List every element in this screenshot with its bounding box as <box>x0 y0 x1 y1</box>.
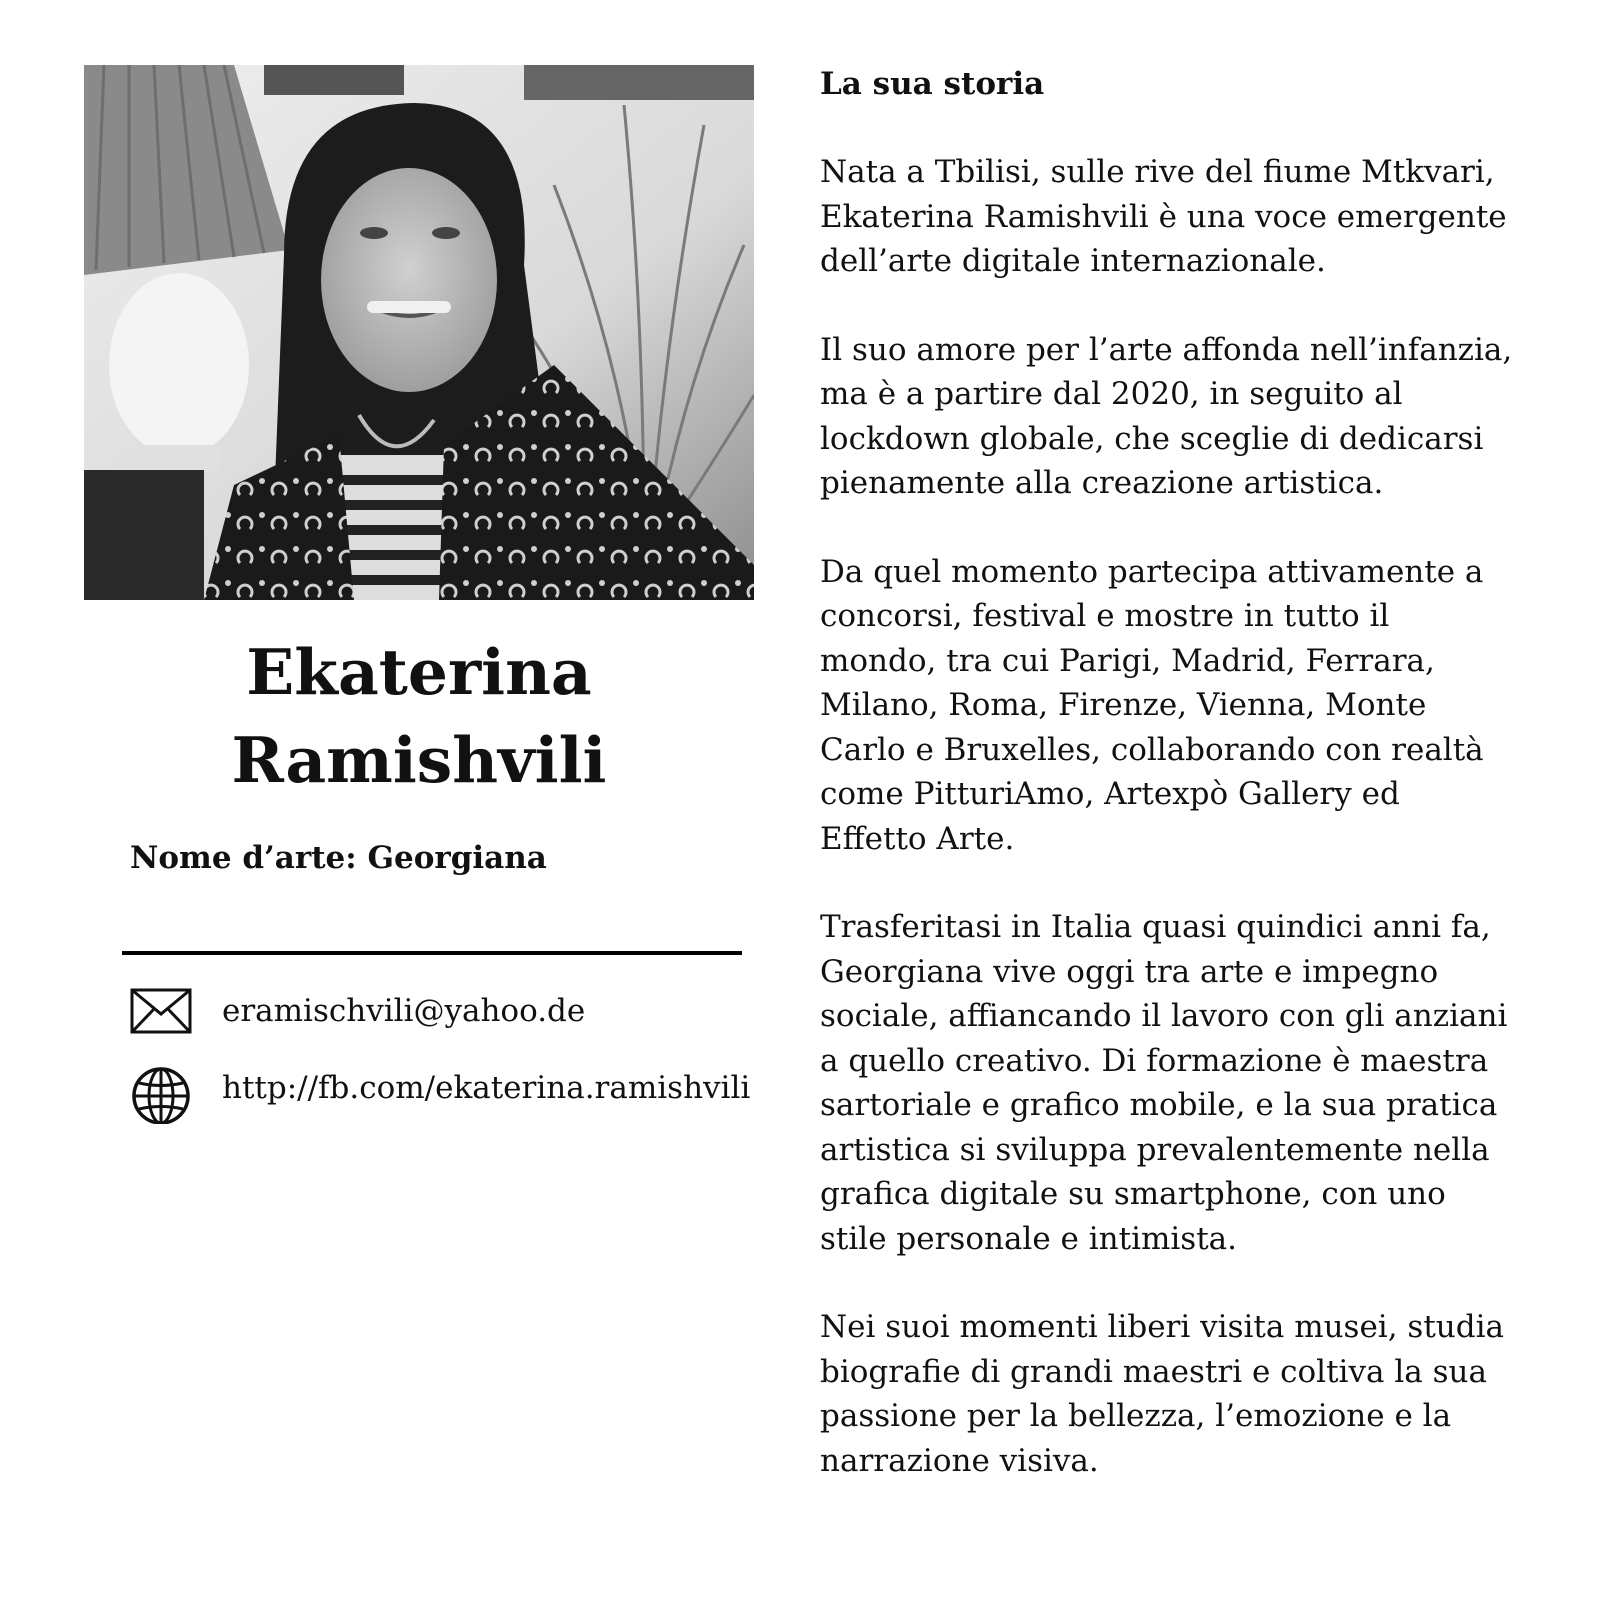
divider <box>122 951 742 955</box>
story-paragraph: Nata a Tbilisi, sulle rive del fiume Mtkvari, Ekaterina Ramishvili è una voce emergente dell’arte digitale internazionale. <box>820 154 1507 279</box>
story-heading: La sua storia <box>820 66 1045 102</box>
artist-first-name: Ekaterina <box>246 635 592 709</box>
website-row[interactable] <box>130 1062 750 1124</box>
email-link[interactable]: eramischvili@yahoo.de <box>222 993 586 1029</box>
story-paragraph: Da quel momento partecipa attivamente a concorsi, festival e mostre in tutto il mondo, tra cui Parigi, Madrid, Ferrara, Milano, Roma, Firenze, Vienna, Monte Carlo e Bruxelles, collaborando con realtà come PitturiAmo, Artexpò Gallery ed Effetto Arte. <box>820 553 1484 857</box>
website-link[interactable]: http://fb.com/ekaterina.ramishvili <box>222 1070 751 1106</box>
story-paragraph: Il suo amore per l’arte affonda nell’infanzia, ma è a partire dal 2020, in seguito al lockdown globale, che sceglie di dedicarsi pienamente alla creazione artistica. <box>820 331 1513 501</box>
art-name: Nome d’arte: Georgiana <box>130 840 547 876</box>
story-section <box>820 62 1560 1527</box>
story-paragraph: Nei suoi momenti liberi visita musei, studia biografie di grandi maestri e coltiva la sua passione per la bellezza, l’emozione e la narrazione visiva. <box>820 1309 1504 1479</box>
story-paragraph: Trasferitasi in Italia quasi quindici anni fa, Georgiana vive oggi tra arte e impegno sociale, affiancando il lavoro con gli anziani a quello creativo. Di formazione è maestra sartoriale e grafico mobile, e la sua pratica artistica si sviluppa prevalentemente nella grafica digitale su smartphone, con uno stile personale e intimista. <box>820 909 1508 1257</box>
artist-name <box>84 628 754 804</box>
email-row[interactable] <box>130 980 585 1042</box>
artist-last-name: Ramishvili <box>231 723 607 797</box>
profile-photo <box>84 65 754 600</box>
globe-icon <box>130 1062 192 1124</box>
envelope-icon <box>130 980 192 1042</box>
portrait-image <box>84 65 754 600</box>
